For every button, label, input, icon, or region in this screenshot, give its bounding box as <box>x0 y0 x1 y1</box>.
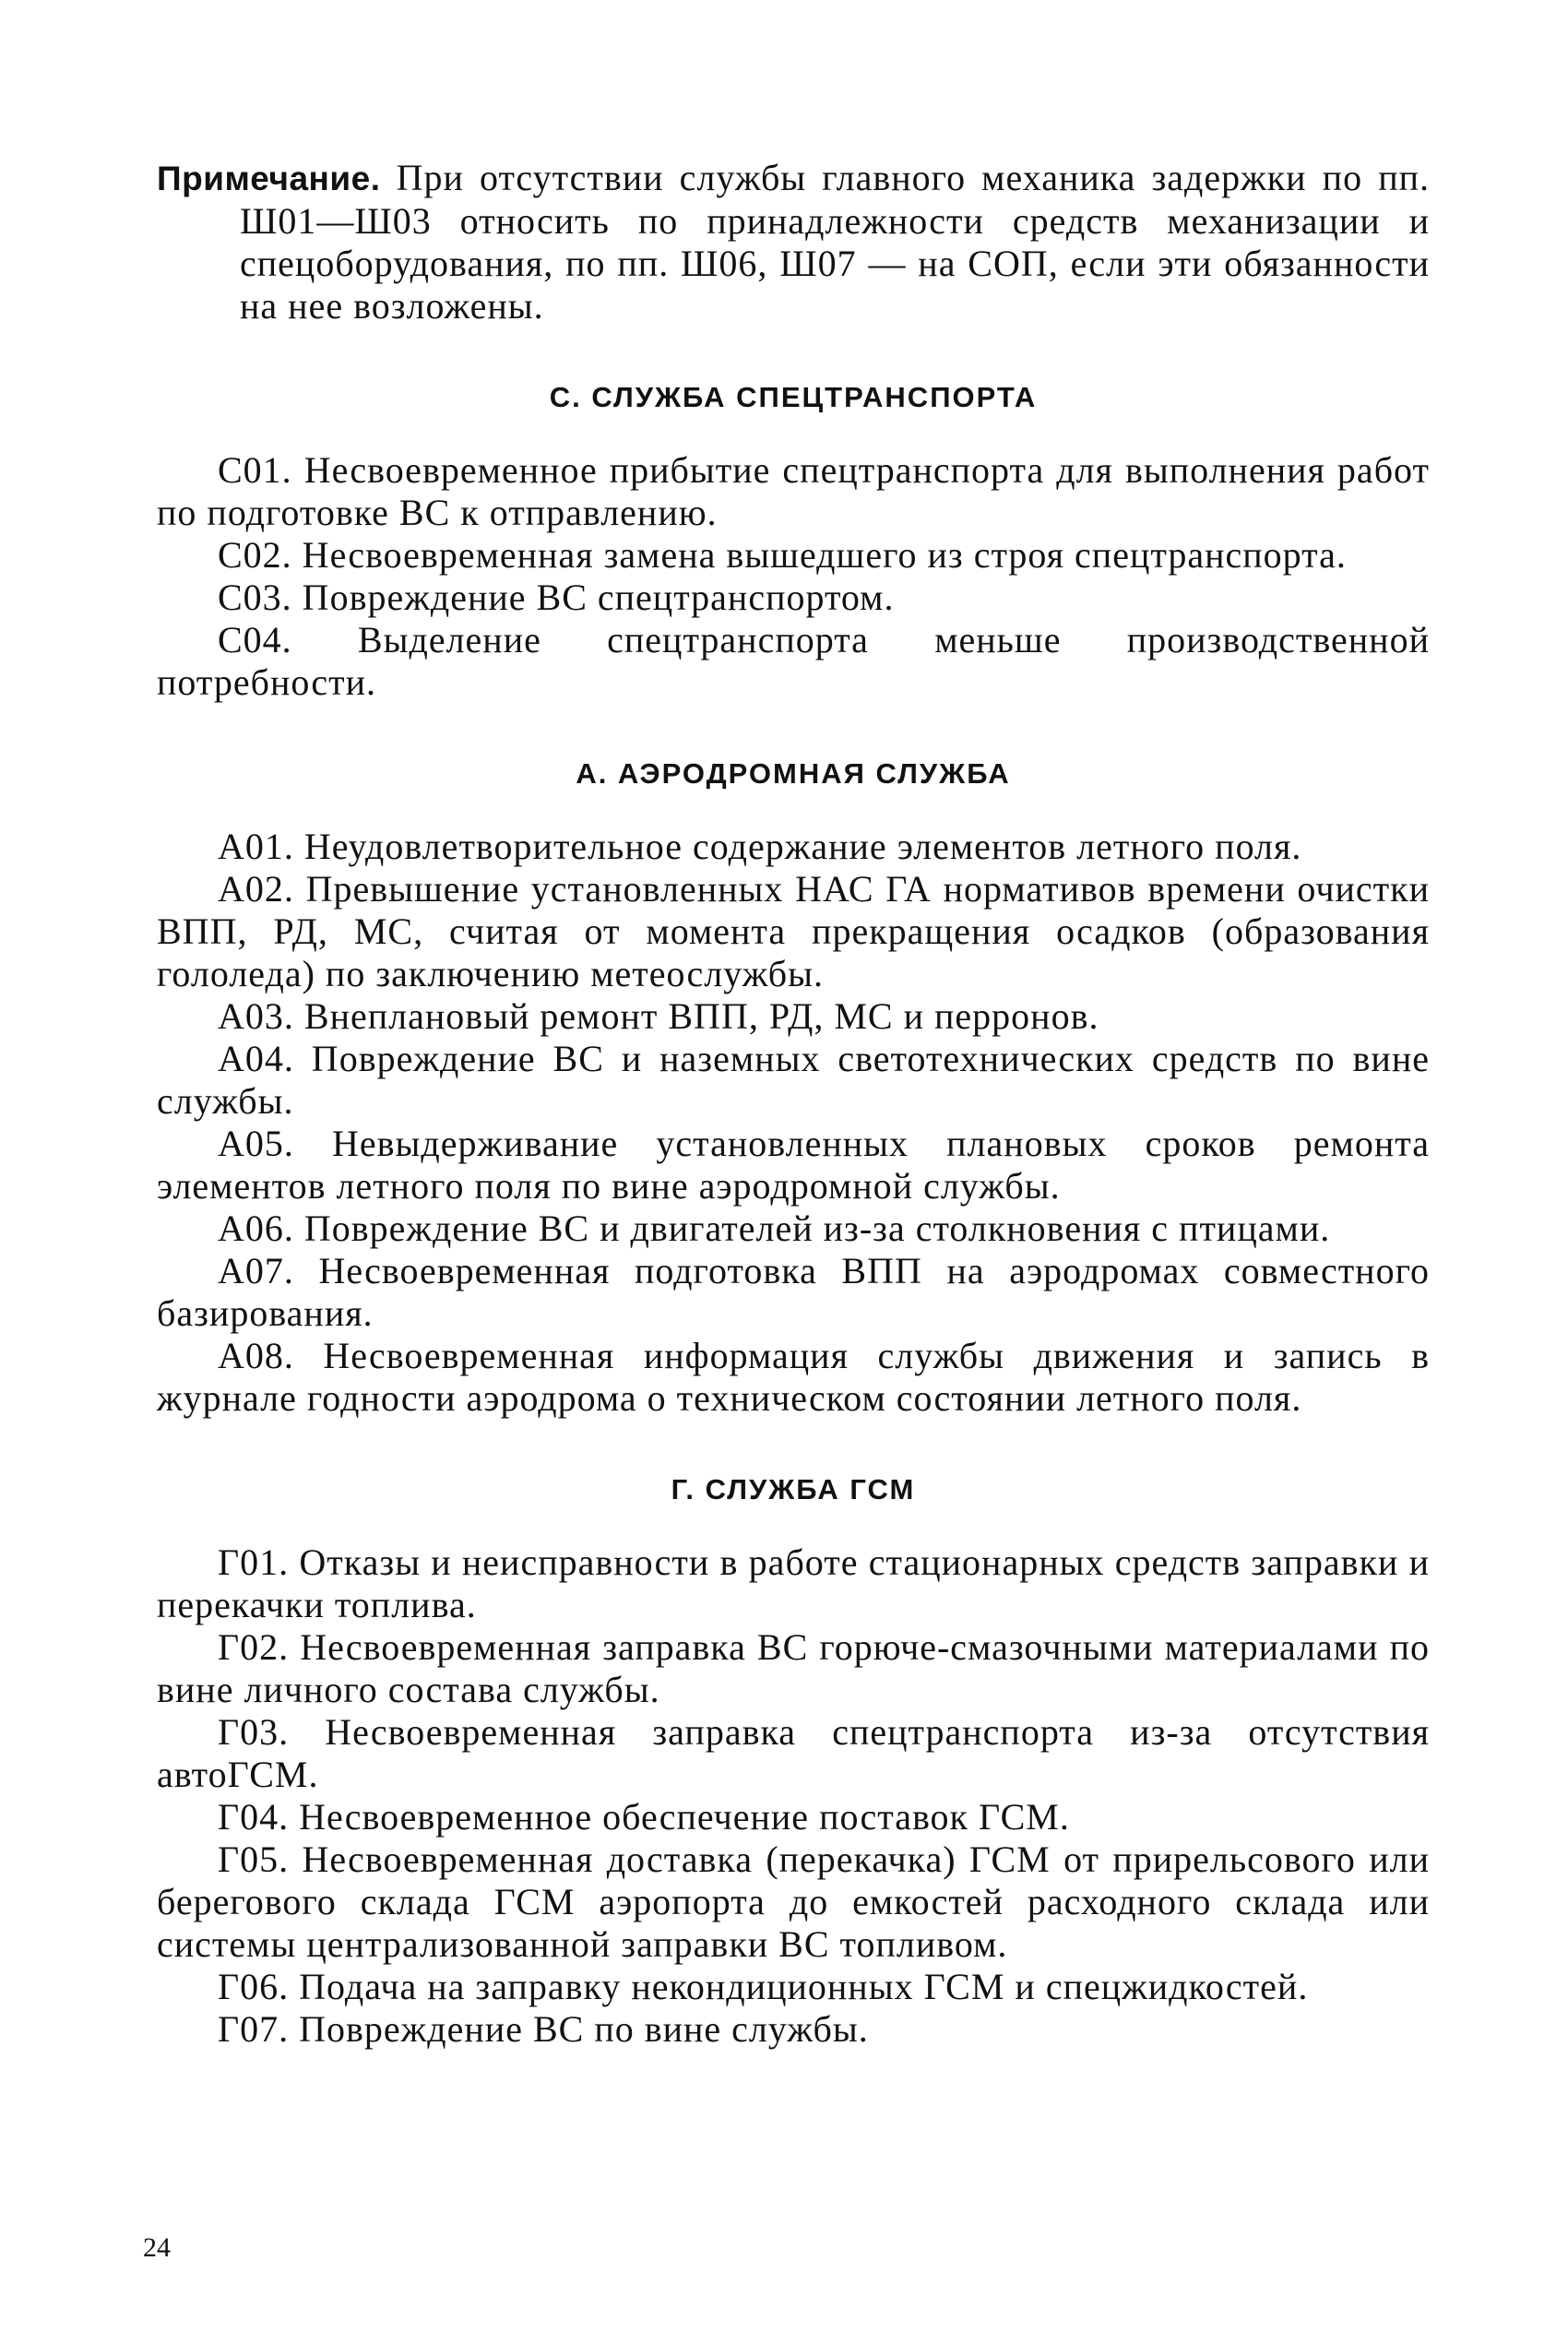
item-g02: Г02. Несвоевременная заправка ВС горюче-смазочными материалами по вине личного состава службы. <box>157 1626 1430 1710</box>
item-g04: Г04. Несвоевременное обеспечение поставок ГСМ. <box>218 1796 1070 1838</box>
section-heading-spectransport: С. СЛУЖБА СПЕЦТРАНСПОРТА <box>549 381 1038 413</box>
item-g01: Г01. Отказы и неисправности в работе стационарных средств заправки и перекачки топлива. <box>157 1541 1430 1625</box>
note-label: Примечание. <box>157 160 381 197</box>
item-a02: А02. Превышение установленных НАС ГА нормативов времени очистки ВПП, РД, МС, считая от момента прекращения осадков (образования гололеда) по заключению метеослужбы. <box>157 868 1430 994</box>
item-a08: А08. Несвоевременная информация службы движения и запись в журнале годности аэродрома о техническом состоянии летного поля. <box>157 1335 1430 1419</box>
item-g03: Г03. Несвоевременная заправка спецтранспорта из-за отсутствия автоГСМ. <box>157 1711 1430 1795</box>
item-g07: Г07. Повреждение ВС по вине службы. <box>218 2008 869 2050</box>
item-c04: С04. Выделение спецтранспорта меньше производственной потребности. <box>157 619 1430 703</box>
section-heading-gsm: Г. СЛУЖБА ГСМ <box>671 1473 916 1505</box>
item-c01: С01. Несвоевременное прибытие спецтранспорта для выполнения работ по подготовке ВС к отправлению. <box>157 449 1430 533</box>
item-c02: С02. Несвоевременная замена вышедшего из строя спецтранспорта. <box>218 534 1347 576</box>
page-number: 24 <box>143 2232 171 2263</box>
item-a01: А01. Неудовлетворительное содержание элементов летного поля. <box>218 826 1302 867</box>
note-text: При отсутствии службы главного механика задержки по пп. Ш01—Ш03 относить по принадлежности средств механизации и спецоборудования, по пп. Ш06, Ш07 — на СОП, если эти обязанности на нее возложены. <box>240 157 1430 327</box>
item-g06: Г06. Подача на заправку некондиционных ГСМ и спецжидкостей. <box>218 1966 1309 2007</box>
section-heading-aerodrome: А. АЭРОДРОМНАЯ СЛУЖБА <box>576 757 1011 790</box>
page-content <box>157 157 1430 2051</box>
item-a05: А05. Невыдерживание установленных плановых сроков ремонта элементов летного поля по вине аэродромной службы. <box>157 1123 1430 1207</box>
note-paragraph <box>157 157 1430 327</box>
item-a06: А06. Повреждение ВС и двигателей из-за столкновения с птицами. <box>218 1208 1331 1249</box>
item-a03: А03. Внеплановый ремонт ВПП, РД, МС и перронов. <box>218 995 1099 1037</box>
item-c03: С03. Повреждение ВС спецтранспортом. <box>218 577 895 618</box>
item-g05: Г05. Несвоевременная доставка (перекачка) ГСМ от прирельсового или берегового склада ГСМ аэропорта до емкостей расходного склада или системы централизованной заправки ВС топливом. <box>157 1838 1430 1965</box>
item-a07: А07. Несвоевременная подготовка ВПП на аэродромах совместного базирования. <box>157 1250 1430 1334</box>
item-a04: А04. Повреждение ВС и наземных светотехнических средств по вине службы. <box>157 1038 1430 1122</box>
